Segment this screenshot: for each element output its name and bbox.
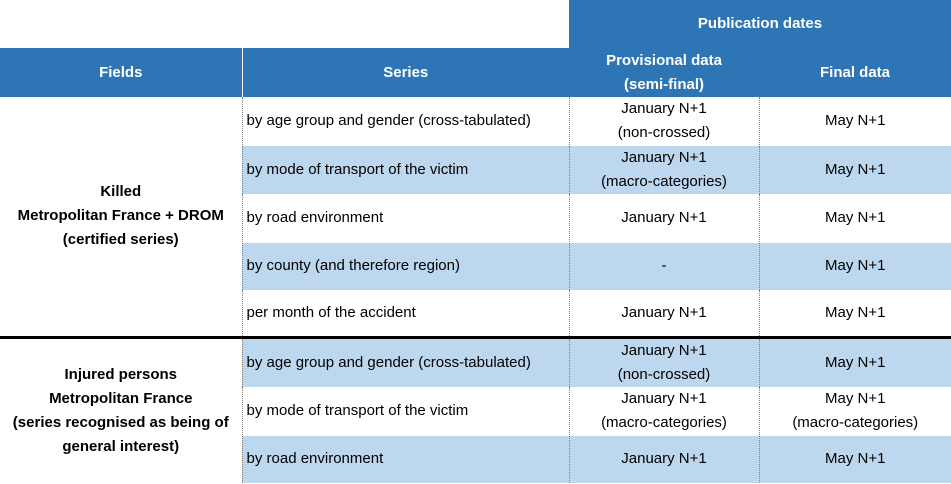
final-cell: May N+1: [759, 194, 951, 242]
provisional-line: (non-crossed): [617, 365, 711, 383]
series-cell: by county (and therefore region): [242, 242, 569, 290]
field-line: general interest): [62, 437, 180, 455]
final-cell: May N+1: [759, 290, 951, 337]
series-cell: by age group and gender (cross-tabulated): [242, 337, 569, 387]
field-injured: [0, 337, 242, 483]
final-cell: May N+1: [759, 242, 951, 290]
header-row-top: [0, 0, 951, 48]
final-cell: May N+1: [759, 97, 951, 146]
header-blank-fields: [0, 0, 242, 48]
table-row: [0, 337, 951, 387]
field-line: (series recognised as being of: [12, 413, 229, 431]
provisional-header-line2: (semi-final): [623, 75, 704, 93]
header-blank-series: [242, 0, 569, 48]
final-line: May N+1: [825, 389, 886, 407]
field-line: Metropolitan France: [49, 389, 193, 407]
fields-header: Fields: [0, 48, 242, 97]
series-header: Series: [242, 48, 569, 97]
provisional-line: (non-crossed): [617, 124, 711, 141]
field-line: Injured persons: [64, 365, 178, 383]
provisional-line: January N+1: [621, 100, 707, 117]
series-cell: by mode of transport of the victim: [242, 387, 569, 436]
table-row: [0, 97, 951, 146]
provisional-line: January N+1: [621, 149, 707, 166]
final-cell: May N+1: [759, 435, 951, 483]
provisional-data-header: [569, 48, 759, 97]
provisional-line: (macro-categories): [601, 173, 727, 190]
field-line: Killed: [100, 183, 142, 201]
provisional-cell: [569, 387, 759, 436]
field-line: Metropolitan France + DROM: [17, 207, 224, 225]
provisional-cell: January N+1: [569, 435, 759, 483]
provisional-cell: [569, 97, 759, 146]
series-cell: by mode of transport of the victim: [242, 146, 569, 195]
provisional-line: January N+1: [621, 389, 707, 407]
series-cell: by road environment: [242, 435, 569, 483]
final-cell: May N+1: [759, 337, 951, 387]
series-cell: by age group and gender (cross-tabulated): [242, 97, 569, 146]
provisional-line: (macro-categories): [601, 413, 727, 431]
provisional-line: January N+1: [621, 341, 707, 359]
final-line: (macro-categories): [792, 413, 919, 431]
header-row-bottom: [0, 48, 951, 97]
provisional-cell: January N+1: [569, 194, 759, 242]
provisional-cell: [569, 146, 759, 195]
series-cell: per month of the accident: [242, 290, 569, 337]
provisional-header-line1: Provisional data: [606, 51, 722, 69]
final-cell: [759, 387, 951, 436]
field-killed: [0, 97, 242, 337]
series-cell: by road environment: [242, 194, 569, 242]
provisional-cell: [569, 337, 759, 387]
final-data-header: Final data: [759, 48, 951, 97]
provisional-cell: January N+1: [569, 290, 759, 337]
provisional-cell: -: [569, 242, 759, 290]
final-cell: May N+1: [759, 146, 951, 195]
publication-dates-header: Publication dates: [569, 0, 951, 48]
field-line: (certified series): [62, 231, 179, 249]
